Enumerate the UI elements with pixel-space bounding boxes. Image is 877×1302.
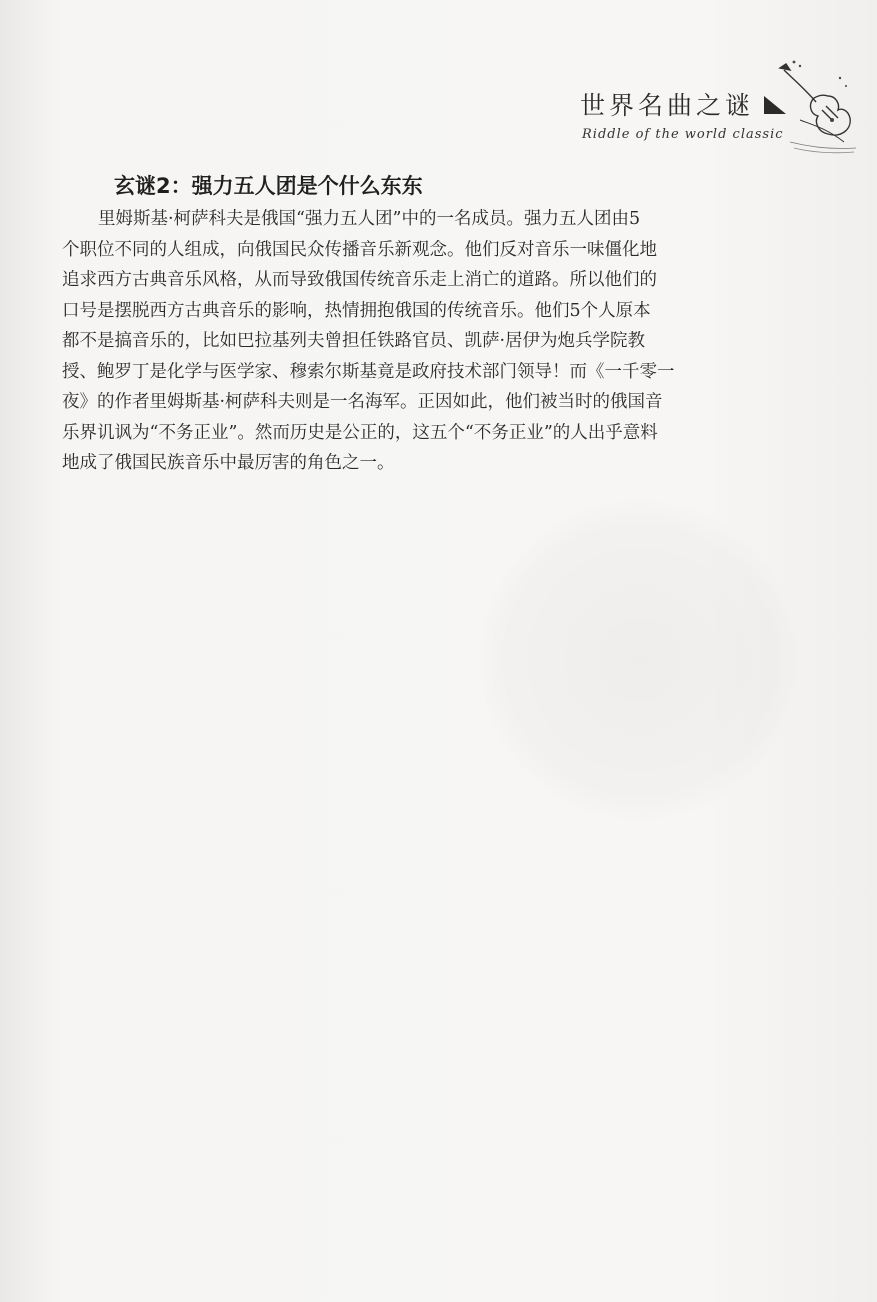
- text-line: 授、鲍罗丁是化学与医学家、穆索尔斯基竟是政府技术部门领导！而《一千零一: [62, 361, 675, 382]
- text-line: 都不是搞音乐的，比如巴拉基列夫曾担任铁路官员、凯萨·居伊为炮兵学院教: [62, 331, 646, 351]
- running-header-title: 世界名曲之谜: [580, 91, 755, 120]
- text-line: 个职位不同的人组成，向俄国民众传播音乐新观念。他们反对音乐一味僵化地: [62, 239, 657, 260]
- text-line: 口号是摆脱西方古典音乐的影响，热情拥抱俄国的传统音乐。他们5个人原本: [62, 300, 651, 321]
- violin-icon: [770, 58, 860, 158]
- section-heading: 玄谜2：强力五人团是个什么东东: [114, 174, 423, 198]
- text-line: 里姆斯基·柯萨科夫是俄国“强力五人团”中的一名成员。强力五人团由5: [98, 209, 641, 229]
- body-paragraph: [62, 204, 782, 479]
- text-line: 追求西方古典音乐风格，从而导致俄国传统音乐走上消亡的道路。所以他们的: [62, 270, 657, 290]
- page-shadow: [480, 500, 800, 820]
- running-header-subtitle: Riddle of the world classic: [582, 127, 784, 142]
- text-line: 乐界讥讽为“不务正业”。然而历史是公正的，这五个“不务正业”的人出乎意料: [62, 422, 658, 443]
- text-line: 夜》的作者里姆斯基·柯萨科夫则是一名海军。正因如此，他们被当时的俄国音: [62, 392, 663, 412]
- text-line: 地成了俄国民族音乐中最厉害的角色之一。: [62, 453, 395, 473]
